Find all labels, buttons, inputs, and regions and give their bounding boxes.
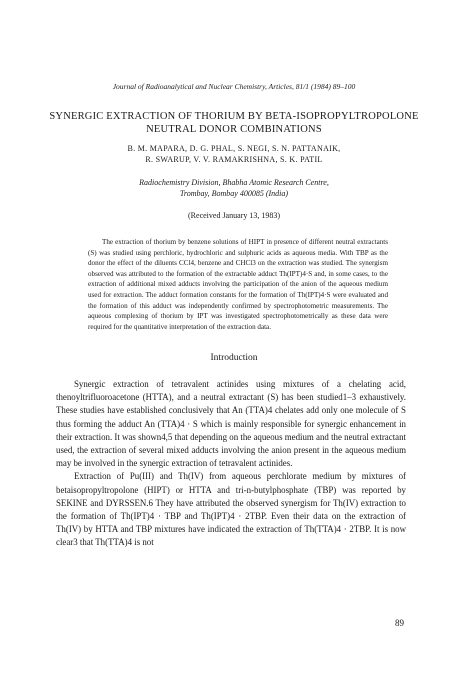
page-number: 89 [395, 618, 404, 628]
body-paragraph-2: Extraction of Pu(III) and Th(IV) from aqueous perchlorate medium by mixtures of betaisopropyltropolone (HIPT) or HTTA and tri-n-butylphosphate (TBP) was reported by SEKINE and DYRSSEN.6 They have attributed the observed synergism for Th(IV) extraction to the formation of Th(IPT)4 · TBP and Th(IPT)4 · 2TBP. Even their data on the extraction of Th(IV) by HTTA and TBP mixtures have indicated the extraction of Th(TTA)4 · 2TBP. It is now clear3 that Th(TTA)4 is not [56, 471, 406, 548]
authors-line-1: B. M. MAPARA, D. G. PHAL, S. NEGI, S. N. PATTANAIK, [127, 144, 341, 153]
affiliation-line-2: Trombay, Bombay 400085 (India) [179, 188, 289, 198]
title-line-2: NEUTRAL DONOR COMBINATIONS [146, 124, 322, 135]
title-line-1: SYNERGIC EXTRACTION OF THORIUM BY BETA-ISOPROPYLTROPOLONE [49, 111, 419, 122]
author-list [20, 144, 448, 165]
body-paragraph-1: Synergic extraction of tetravalent actinides using mixtures of a chelating acid, thenoyltrifluoroacetone (HTTA), and a neutral extractant (S) has been studied1–3 exhaustively. These studies have established conclusively that An (TTA)4 chelates add only one molecule of S thus forming the adduct An (TTA)4 · S which is mainly responsible for synergic enhancement in their extraction. It was shown4,5 that depending on the aqueous medium and the neutral extractant used, the extraction of several mixed adducts involving the anion present in the aqueous medium may be involved in the synergic extraction of tetravalent actinides. [56, 379, 406, 469]
received-date: (Received January 13, 1983) [188, 211, 280, 220]
affiliation [20, 178, 448, 199]
abstract [88, 237, 388, 332]
section-heading: Introduction [210, 353, 258, 363]
abstract-text: The extraction of thorium by benzene solutions of HIPT in presence of different neutral extractants (S) was studied using perchloric, hydrochloric and sulphuric acids as aqueous media. With TBP as the donor the effect of the diluents CCl4, benzene and CHCl3 on the extraction was studied. The synergism observed was attributed to the formation of the extractable adduct Th(IPT)4·S and, in some cases, to the extraction of additional mixed adducts involving the participation of the anion of the aqueous medium used for extraction. The adduct formation constants for the formation of Th(IPT)4·S were evaluated and the formation of this adduct was independently confirmed by spectrophotometric measurements. The aqueous complexing of thorium by IPT was investigated spectrophotometrically as these data were required for the quantitative interpretation of the extraction data. [88, 238, 388, 331]
journal-citation: Journal of Radioanalytical and Nuclear Chemistry, Articles, 81/1 (1984) 89–100 [112, 82, 356, 91]
paper-title [20, 110, 448, 136]
authors-line-2: R. SWARUP, V. V. RAMAKRISHNA, S. K. PATIL [145, 154, 323, 164]
body-text [56, 378, 406, 550]
affiliation-line-1: Radiochemistry Division, Bhabha Atomic Research Centre, [139, 178, 329, 187]
